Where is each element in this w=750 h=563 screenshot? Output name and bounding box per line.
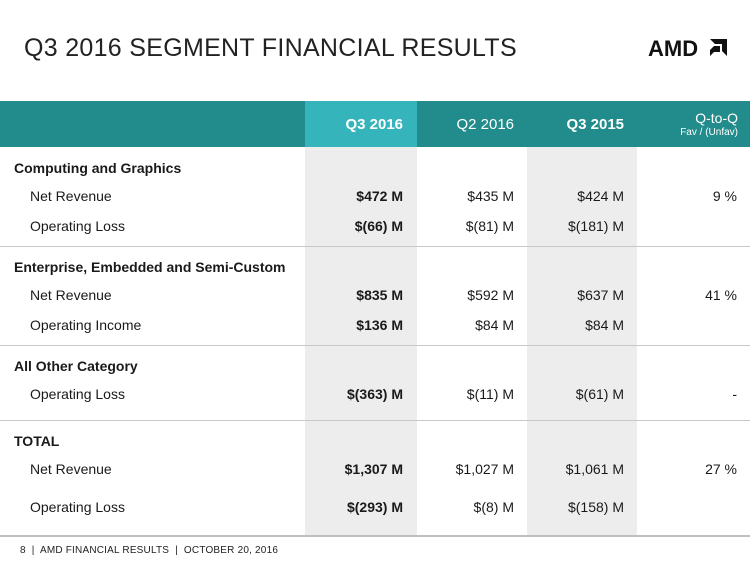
cell-q2-2016: $(81) M [465,218,514,234]
section-header [0,256,750,280]
row-label: Net Revenue [30,461,112,477]
logo-text: AMD [648,36,699,60]
cell-q3-2015: $637 M [577,287,624,303]
cell-q3-2015: $84 M [585,317,624,333]
footer-rule [0,535,750,537]
cell-q3-2015: $1,061 M [565,461,624,477]
col-header-q3-2015: Q3 2015 [566,115,624,133]
footer-separator: | [28,545,38,556]
cell-q3-2015: $(158) M [567,499,624,515]
table-row [0,185,750,209]
cell-qtoq: 41 % [705,287,737,303]
qtoq-sublabel: Fav / (Unfav) [680,127,738,138]
amd-arrow-logo-icon [710,39,727,56]
cell-q2-2016: $(11) M [466,386,514,402]
cell-qtoq: - [732,386,737,402]
table-header [0,101,750,147]
cell-q2-2016: $(8) M [473,499,514,515]
footer-page-number: 8 [20,545,26,556]
section-title: All Other Category [14,358,138,374]
table-row [0,383,750,407]
footer-separator: | [172,545,181,556]
cell-q2-2016: $592 M [467,287,514,303]
row-label: Operating Income [30,317,142,333]
section-divider [0,345,750,346]
page-title: Q3 2016 SEGMENT FINANCIAL RESULTS [24,34,517,62]
qtoq-label: Q-to-Q [695,110,738,126]
col-header-q2-2016: Q2 2016 [456,115,514,133]
row-label: Net Revenue [30,287,112,303]
section-header [0,430,750,454]
col-header-qtoq [637,101,750,147]
cell-q3-2016: $1,307 M [344,461,403,477]
table-row [0,314,750,338]
col-header-q3-2016: Q3 2016 [305,101,417,147]
section-title: Computing and Graphics [14,160,182,176]
section-divider [0,420,750,421]
section-title: Enterprise, Embedded and Semi-Custom [14,259,286,275]
cell-q3-2015: $424 M [577,188,624,204]
cell-q3-2016: $(66) M [354,218,403,234]
footer [20,545,278,556]
table-row [0,215,750,239]
cell-q3-2016: $472 M [356,188,403,204]
table-row [0,458,750,482]
section-title: TOTAL [14,433,60,449]
footer-text: AMD FINANCIAL RESULTS [39,545,170,556]
section-header [0,157,750,181]
row-label: Net Revenue [30,188,112,204]
cell-qtoq: 27 % [705,461,737,477]
cell-q2-2016: $1,027 M [455,461,514,477]
segment-results-table [0,101,750,535]
cell-q3-2015: $(61) M [575,386,624,402]
cell-q3-2016: $835 M [356,287,403,303]
table-row [0,284,750,308]
cell-q2-2016: $84 M [475,317,514,333]
row-label: Operating Loss [30,386,125,402]
cell-qtoq: 9 % [712,188,737,204]
cell-q3-2016: $(293) M [346,499,403,515]
section-divider [0,246,750,247]
cell-q2-2016: $435 M [467,188,514,204]
row-label: Operating Loss [30,499,125,515]
cell-q3-2016: $136 M [356,317,403,333]
table-row [0,496,750,520]
cell-q3-2016: $(363) M [346,386,403,402]
amd-logo [648,36,730,60]
cell-q3-2015: $(181) M [567,218,624,234]
section-header [0,355,750,379]
footer-date: OCTOBER 20, 2016 [183,545,279,556]
row-label: Operating Loss [30,218,125,234]
